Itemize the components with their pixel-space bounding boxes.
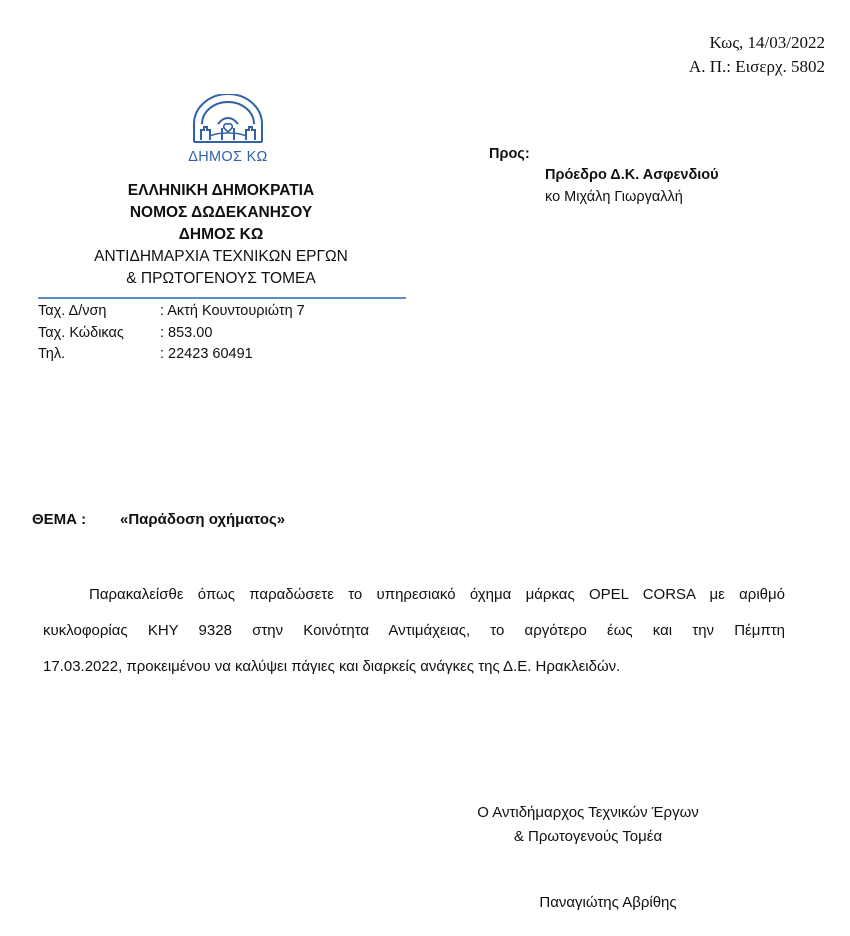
place-date: Κως, 14/03/2022 — [709, 33, 825, 52]
body-line: Παρακαλείσθε όπως παραδώσετε το υπηρεσιακό όχημα μάρκας OPEL CORSA με αριθμό — [89, 586, 785, 603]
contact-label: Ταχ. Δ/νση — [38, 303, 107, 319]
header-department: ΑΝΤΙΔΗΜΑΡΧΙΑ ΤΕΧΝΙΚΩΝ ΕΡΓΩΝ — [94, 248, 348, 265]
contact-block — [38, 301, 305, 366]
letter-body — [43, 577, 785, 685]
body-line: 17.03.2022, προκειμένου να καλύψει πάγιες και διαρκείς ανάγκες της Δ.Ε. Ηρακλειδών. — [43, 658, 621, 675]
municipality-kos-emblem-icon — [188, 94, 268, 144]
signature-block — [440, 801, 736, 849]
body-line: κυκλοφορίας ΚΗΥ 9328 στην Κοινότητα Αντιμάχειας, το αργότερο έως και την Πέμπτη — [43, 622, 785, 639]
contact-value: : 22423 60491 — [160, 346, 253, 362]
subject-line — [32, 511, 285, 528]
subject-label: ΘΕΜΑ : — [32, 511, 87, 528]
contact-value: : Ακτή Κουντουριώτη 7 — [160, 303, 305, 319]
recipient-label: Προς: — [489, 146, 530, 162]
contact-label: Τηλ. — [38, 346, 66, 362]
contact-row-postcode — [38, 323, 305, 345]
header-department-cont: & ΠΡΩΤΟΓΕΝΟΥΣ ΤΟΜΕΑ — [126, 270, 316, 287]
recipient-name: κο Μιχάλη Γιωργαλλή — [545, 188, 683, 205]
recipient-block — [545, 165, 719, 208]
header-prefecture: ΝΟΜΟΣ ΔΩΔΕΚΑΝΗΣΟΥ — [129, 204, 313, 221]
signatory-name: Παναγιώτης Αβρίθης — [539, 894, 677, 911]
reference-block — [689, 31, 825, 79]
contact-row-address — [38, 301, 305, 323]
signature-role-cont: & Πρωτογενούς Τομέα — [513, 828, 663, 845]
issuer-header — [70, 180, 372, 290]
header-divider — [38, 297, 406, 299]
recipient-title: Πρόεδρο Δ.Κ. Ασφενδιού — [545, 167, 719, 183]
contact-label: Ταχ. Κώδικας — [38, 324, 124, 341]
contact-value: : 853.00 — [160, 324, 213, 341]
signature-role: Ο Αντιδήμαρχος Τεχνικών Έργων — [477, 804, 699, 821]
header-municipality: ΔΗΜΟΣ ΚΩ — [178, 226, 264, 243]
subject-text: «Παράδοση οχήματος» — [120, 511, 286, 528]
logo-caption: ΔΗΜΟΣ ΚΩ — [188, 149, 268, 165]
contact-row-phone — [38, 344, 305, 366]
header-country: ΕΛΛΗΝΙΚΗ ΔΗΜΟΚΡΑΤΙΑ — [127, 182, 315, 199]
protocol-number: Α. Π.: Εισερχ. 5802 — [688, 57, 825, 76]
